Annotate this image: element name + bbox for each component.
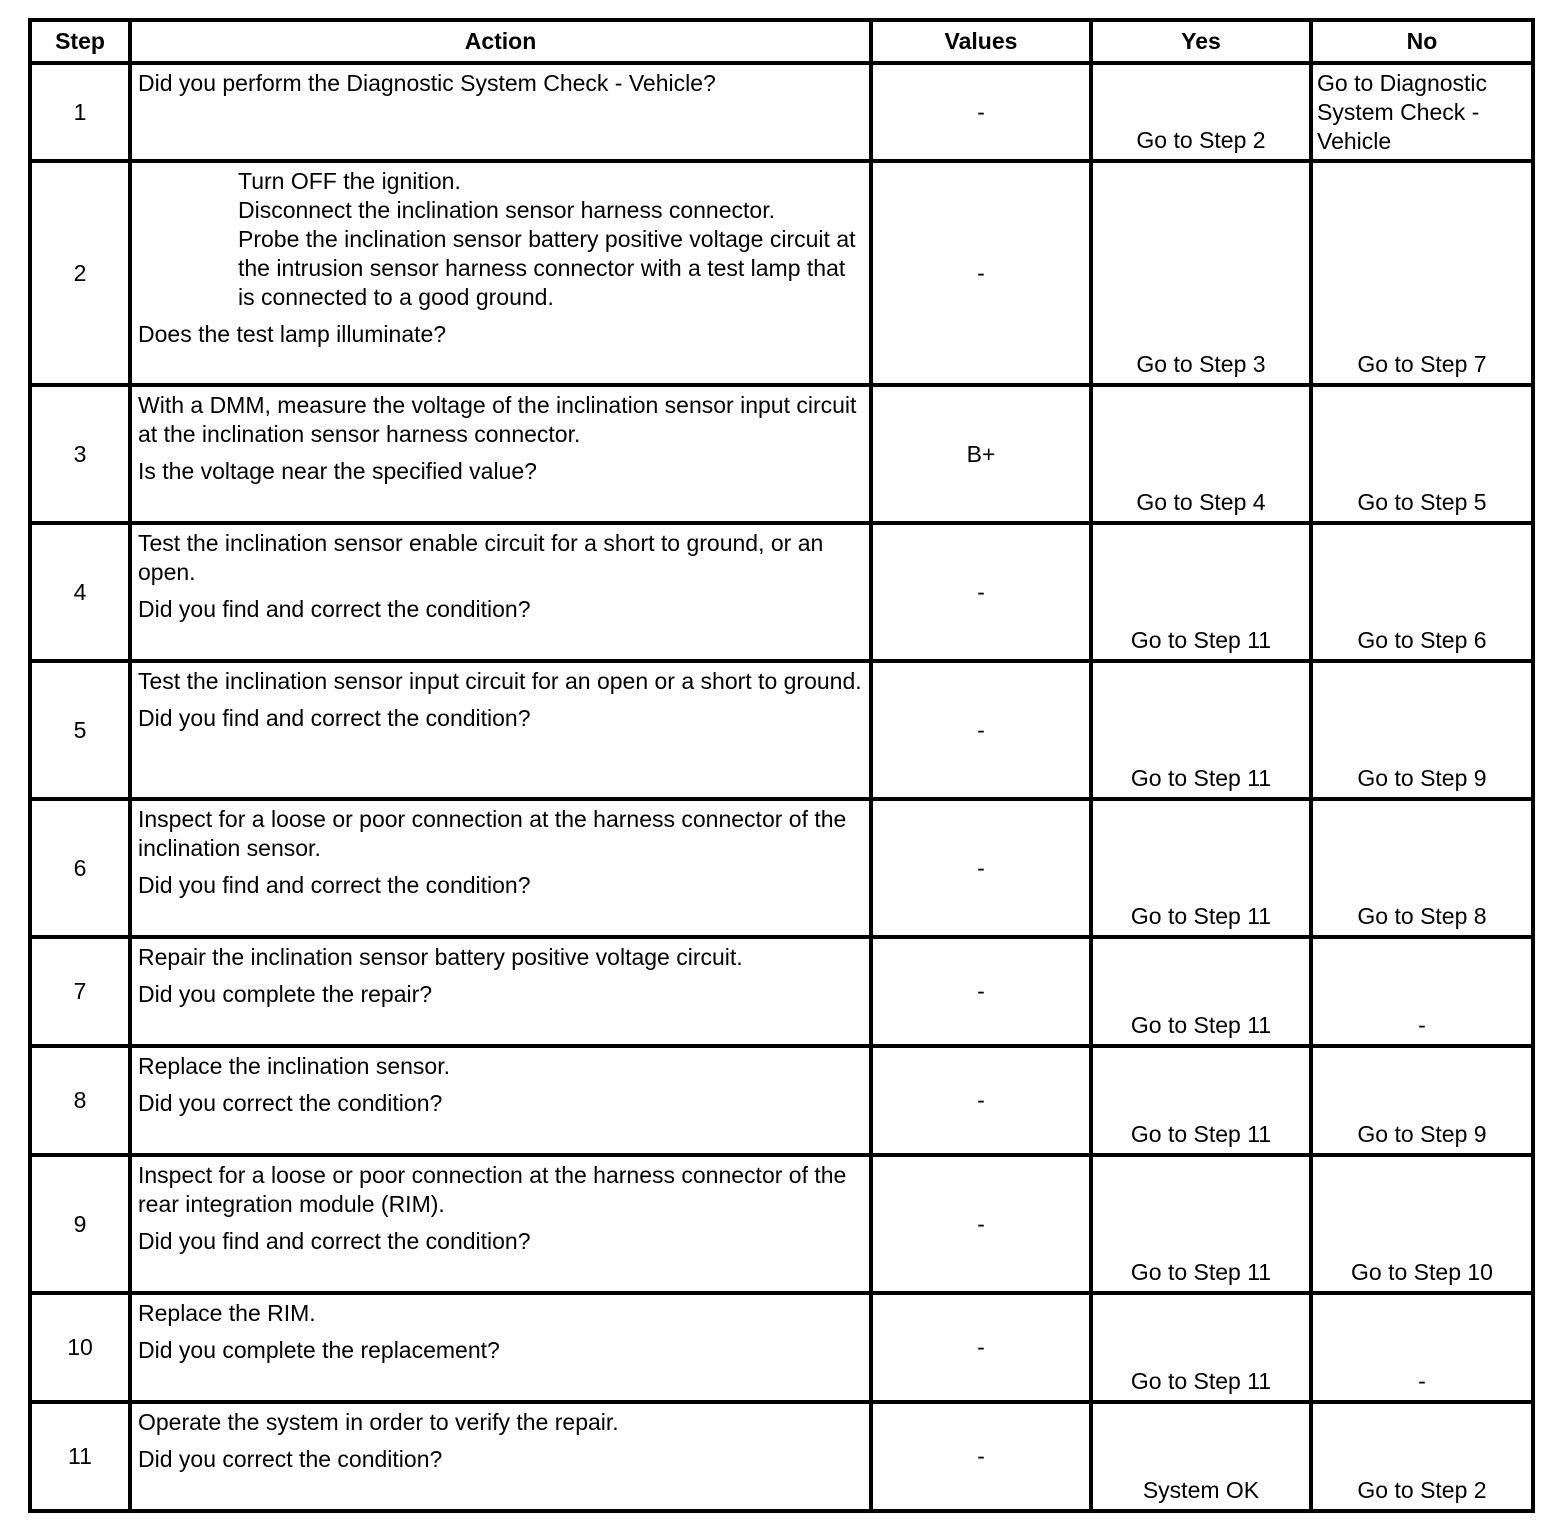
action-instruction: Repair the inclination sensor battery positive voltage circuit. bbox=[138, 944, 743, 970]
action-cell bbox=[130, 1046, 871, 1155]
step-number: 2 bbox=[30, 161, 130, 385]
value-cell: - bbox=[871, 161, 1091, 385]
no-cell: - bbox=[1311, 937, 1533, 1046]
table-row bbox=[30, 937, 1533, 1046]
action-instruction: With a DMM, measure the voltage of the inclination sensor input circuit at the inclination sensor harness connector. bbox=[138, 392, 857, 447]
value-cell: - bbox=[871, 1402, 1091, 1511]
yes-cell: Go to Step 11 bbox=[1091, 523, 1311, 661]
action-question: Did you find and correct the condition? bbox=[138, 596, 531, 622]
yes-cell: Go to Step 4 bbox=[1091, 385, 1311, 523]
table-row bbox=[30, 523, 1533, 661]
action-cell bbox=[130, 523, 871, 661]
yes-cell: Go to Step 11 bbox=[1091, 1293, 1311, 1402]
header-row bbox=[30, 20, 1533, 63]
yes-cell: Go to Step 11 bbox=[1091, 661, 1311, 799]
value-cell: - bbox=[871, 799, 1091, 937]
action-cell bbox=[130, 1402, 871, 1511]
no-cell: Go to Step 2 bbox=[1311, 1402, 1533, 1511]
header-action: Action bbox=[130, 20, 871, 63]
no-cell: Go to Step 9 bbox=[1311, 661, 1533, 799]
action-instruction: Disconnect the inclination sensor harness connector. bbox=[238, 197, 775, 223]
step-number: 7 bbox=[30, 937, 130, 1046]
action-question: Is the voltage near the specified value? bbox=[138, 458, 537, 484]
no-cell: Go to Step 10 bbox=[1311, 1155, 1533, 1293]
value-cell: - bbox=[871, 1046, 1091, 1155]
header-step: Step bbox=[30, 20, 130, 63]
action-question: Does the test lamp illuminate? bbox=[138, 321, 447, 347]
action-instruction: Probe the inclination sensor battery positive voltage circuit at the intrusion sensor harness connector with a test lamp that is connected to a good ground. bbox=[238, 226, 856, 310]
no-cell: Go to Step 9 bbox=[1311, 1046, 1533, 1155]
value-cell: - bbox=[871, 1155, 1091, 1293]
yes-cell: Go to Step 11 bbox=[1091, 1046, 1311, 1155]
value-cell: - bbox=[871, 523, 1091, 661]
action-instruction: Test the inclination sensor enable circuit for a short to ground, or an open. bbox=[138, 530, 824, 585]
step-number: 11 bbox=[30, 1402, 130, 1511]
value-cell: - bbox=[871, 661, 1091, 799]
no-cell: Go to Step 5 bbox=[1311, 385, 1533, 523]
action-question: Did you find and correct the condition? bbox=[138, 705, 531, 731]
no-cell: Go to Diagnostic System Check - Vehicle bbox=[1311, 63, 1533, 161]
yes-cell: Go to Step 2 bbox=[1091, 63, 1311, 161]
action-cell bbox=[130, 799, 871, 937]
step-number: 10 bbox=[30, 1293, 130, 1402]
yes-cell: Go to Step 11 bbox=[1091, 937, 1311, 1046]
yes-cell: System OK bbox=[1091, 1402, 1311, 1511]
step-number: 4 bbox=[30, 523, 130, 661]
no-cell: Go to Step 8 bbox=[1311, 799, 1533, 937]
action-instruction: Inspect for a loose or poor connection at the harness connector of the rear integration module (RIM). bbox=[138, 1162, 847, 1217]
diagnostic-table bbox=[28, 18, 1535, 1513]
action-instruction-list bbox=[138, 167, 863, 312]
action-question: Did you find and correct the condition? bbox=[138, 1228, 531, 1254]
table-row bbox=[30, 1402, 1533, 1511]
table-row bbox=[30, 661, 1533, 799]
action-question: Did you find and correct the condition? bbox=[138, 872, 531, 898]
header-yes: Yes bbox=[1091, 20, 1311, 63]
action-instruction: Replace the inclination sensor. bbox=[138, 1053, 450, 1079]
action-instruction: Test the inclination sensor input circuit for an open or a short to ground. bbox=[138, 668, 862, 694]
action-cell bbox=[130, 937, 871, 1046]
action-question: Did you correct the condition? bbox=[138, 1090, 443, 1116]
table-row bbox=[30, 385, 1533, 523]
action-instruction: Replace the RIM. bbox=[138, 1300, 316, 1326]
table-row bbox=[30, 1155, 1533, 1293]
table-row bbox=[30, 799, 1533, 937]
action-instruction: Inspect for a loose or poor connection at the harness connector of the inclination sensor. bbox=[138, 806, 847, 861]
header-no: No bbox=[1311, 20, 1533, 63]
action-cell bbox=[130, 63, 871, 161]
value-cell: - bbox=[871, 63, 1091, 161]
action-question: Did you correct the condition? bbox=[138, 1446, 443, 1472]
action-instruction: Operate the system in order to verify the repair. bbox=[138, 1409, 619, 1435]
step-number: 1 bbox=[30, 63, 130, 161]
step-number: 3 bbox=[30, 385, 130, 523]
header-values: Values bbox=[871, 20, 1091, 63]
value-cell: - bbox=[871, 1293, 1091, 1402]
action-cell bbox=[130, 385, 871, 523]
no-cell: - bbox=[1311, 1293, 1533, 1402]
table-row bbox=[30, 1293, 1533, 1402]
value-cell: B+ bbox=[871, 385, 1091, 523]
action-question: Did you complete the replacement? bbox=[138, 1337, 500, 1363]
no-cell: Go to Step 6 bbox=[1311, 523, 1533, 661]
action-cell bbox=[130, 661, 871, 799]
action-cell bbox=[130, 1155, 871, 1293]
table-row bbox=[30, 161, 1533, 385]
yes-cell: Go to Step 11 bbox=[1091, 799, 1311, 937]
table-row bbox=[30, 1046, 1533, 1155]
value-cell: - bbox=[871, 937, 1091, 1046]
step-number: 5 bbox=[30, 661, 130, 799]
step-number: 9 bbox=[30, 1155, 130, 1293]
yes-cell: Go to Step 3 bbox=[1091, 161, 1311, 385]
no-cell: Go to Step 7 bbox=[1311, 161, 1533, 385]
yes-cell: Go to Step 11 bbox=[1091, 1155, 1311, 1293]
action-instruction: Did you perform the Diagnostic System Check - Vehicle? bbox=[138, 70, 716, 96]
table-row bbox=[30, 63, 1533, 161]
step-number: 8 bbox=[30, 1046, 130, 1155]
action-cell bbox=[130, 1293, 871, 1402]
step-number: 6 bbox=[30, 799, 130, 937]
action-question: Did you complete the repair? bbox=[138, 981, 433, 1007]
action-instruction: Turn OFF the ignition. bbox=[238, 168, 461, 194]
action-cell bbox=[130, 161, 871, 385]
